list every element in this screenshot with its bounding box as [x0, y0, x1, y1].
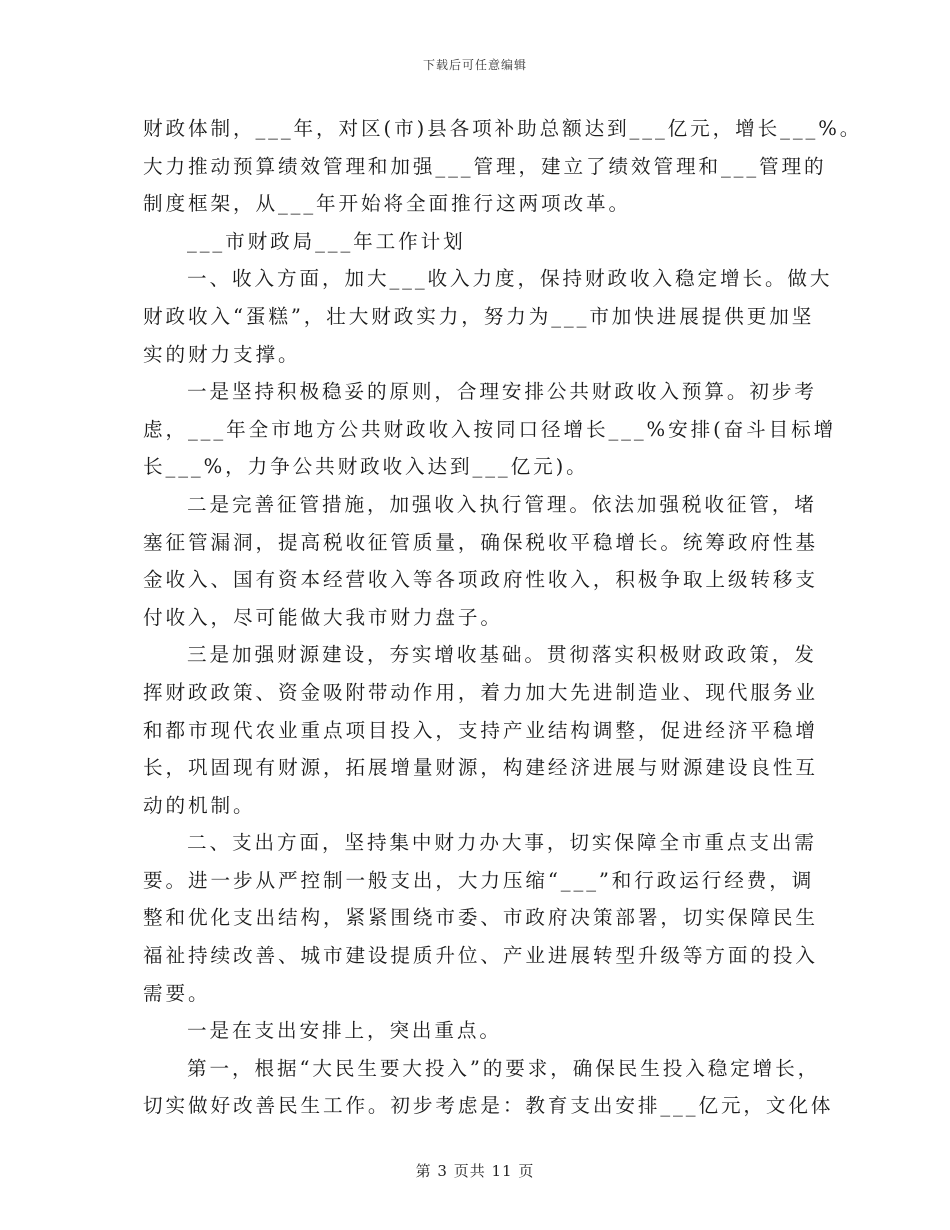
text-line: 塞征管漏洞，提高税收征管质量，确保税收平稳增长。统筹政府性基: [143, 530, 818, 554]
section-title: ___市财政局___年工作计划: [187, 229, 466, 253]
text-line: 二、支出方面，坚持集中财力办大事，切实保障全市重点支出需: [187, 831, 817, 855]
text-line: 制度框架，从___年开始将全面推行这两项改革。: [143, 192, 631, 216]
text-line: 第一，根据“大民生要大投入”的要求，确保民生投入稳定增长，: [187, 1056, 821, 1080]
text-line: 要。进一步从严控制一般支出，大力压缩“___”和行政运行经费，调: [143, 868, 815, 892]
text-line: 大力推动预算绩效管理和加强___管理，建立了绩效管理和___管理的: [143, 154, 827, 178]
text-line: 挥财政政策、资金吸附带动作用，着力加大先进制造业、现代服务业: [143, 680, 818, 704]
text-line: 一是在支出安排上，突出重点。: [187, 1019, 502, 1043]
text-line: 一是坚持积极稳妥的原则，合理安排公共财政收入预算。初步考: [187, 380, 817, 404]
text-line: 需要。: [143, 981, 211, 1005]
text-line: 动的机制。: [143, 793, 256, 817]
text-line: 一、收入方面，加大___收入力度，保持财政收入稳定增长。做大: [187, 267, 833, 291]
text-line: 切实做好改善民生工作。初步考虑是：教育支出安排___亿元，文化体: [143, 1094, 834, 1118]
text-line: 二是完善征管措施，加强收入执行管理。依法加强税收征管，堵: [187, 492, 817, 516]
text-line: 实的财力支撑。: [143, 342, 301, 366]
text-line: 财政体制，___年，对区(市)县各项补助总额达到___亿元，增长___%。: [143, 117, 863, 140]
text-line: 和都市现代农业重点项目投入，支持产业结构调整，促进经济平稳增: [143, 718, 818, 742]
text-line: 三是加强财源建设，夯实增收基础。贯彻落实积极财政政策，发: [187, 643, 817, 667]
text-line: 财政收入“蛋糕”，壮大财政实力，努力为___市加快进展提供更加坚: [143, 304, 815, 328]
text-line: 长___%，力争公共财政收入达到___亿元)。: [143, 455, 589, 479]
text-line: 付收入，尽可能做大我市财力盘子。: [143, 605, 503, 629]
text-line: 长，巩固现有财源，拓展增量财源，构建经济进展与财源建设良性互: [143, 756, 818, 780]
page-footer: 第 3 页共 11 页: [415, 1162, 535, 1180]
text-line: 福祉持续改善、城市建设提质升位、产业进展转型升级等方面的投入: [143, 944, 818, 968]
text-line: 整和优化支出结构，紧紧围绕市委、市政府决策部署，切实保障民生: [143, 906, 818, 930]
text-line: 金收入、国有资本经营收入等各项政府性收入，积极争取上级转移支: [143, 568, 818, 592]
text-line: 虑，___年全市地方公共财政收入按同口径增长___%安排(奋斗目标增: [143, 417, 837, 441]
page-header: 下载后可任意编辑: [422, 58, 527, 72]
document-body: [143, 110, 863, 1125]
